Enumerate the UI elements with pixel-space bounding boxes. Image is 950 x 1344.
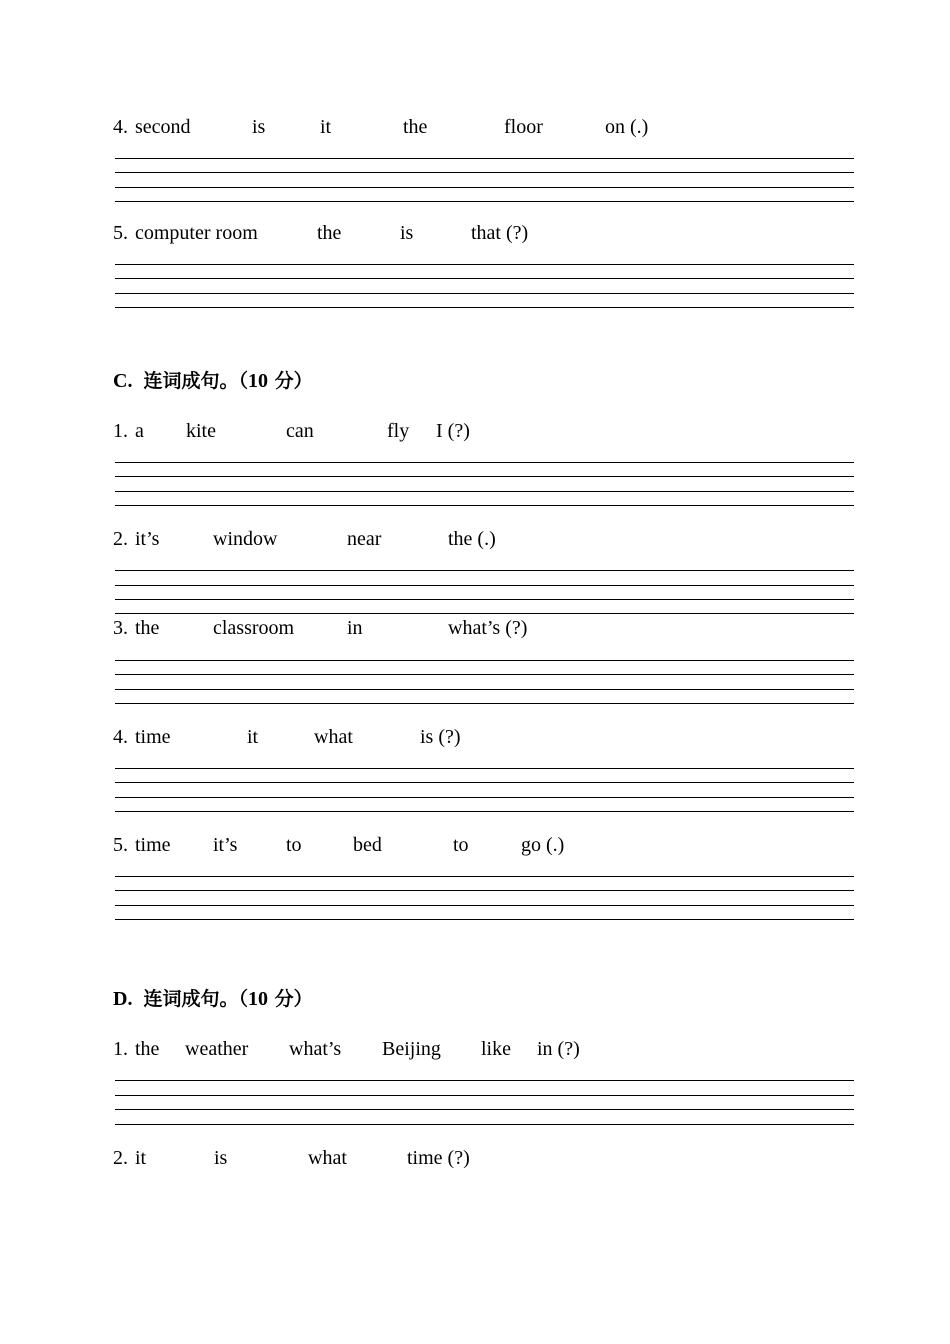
word: Beijing [382,1038,441,1060]
answer-line [115,1124,854,1125]
answer-line [115,890,854,891]
question-number: 2. [113,1147,128,1169]
word: to [453,834,469,856]
word: a [135,420,144,442]
answer-line [115,264,854,265]
answer-line [115,689,854,690]
word: that (?) [471,222,529,244]
word: the [135,617,160,639]
section-letter: C. [113,370,133,392]
answer-line [115,505,854,506]
answer-line [115,613,854,614]
answer-line [115,811,854,812]
question-number: 1. [113,420,128,442]
word: it’s [135,528,160,550]
answer-line [115,919,854,920]
word: in [347,617,363,639]
answer-line [115,462,854,463]
word: what [308,1147,347,1169]
word: near [347,528,382,550]
word: fly [387,420,410,442]
question-number: 4. [113,726,128,748]
word: on (.) [605,116,649,138]
answer-line [115,491,854,492]
score-unit: 分） [267,988,313,1010]
answer-line [115,293,854,294]
question-number: 4. [113,116,128,138]
word: the [135,1038,160,1060]
word: floor [504,116,543,138]
word: classroom [213,617,295,639]
answer-line [115,570,854,571]
word: is (?) [420,726,461,748]
answer-line [115,187,854,188]
answer-line [115,905,854,906]
word: can [286,420,314,442]
word: the [403,116,428,138]
answer-line [115,797,854,798]
word: to [286,834,302,856]
word: it [135,1147,147,1169]
word: what’s (?) [448,617,528,639]
word: time [135,834,171,856]
section-d-heading [113,986,313,1012]
answer-line [115,585,854,586]
answer-line [115,307,854,308]
question-number: 1. [113,1038,128,1060]
score-value: 10 [247,370,268,392]
word: go (.) [521,834,565,856]
word: window [213,528,278,550]
score-open: （ [238,370,248,392]
answer-line [115,1080,854,1081]
answer-line [115,660,854,661]
word: kite [186,420,216,442]
word: is [252,116,266,138]
word: time (?) [407,1147,470,1169]
score-open: （ [238,988,248,1010]
word: time [135,726,171,748]
answer-line [115,172,854,173]
answer-line [115,782,854,783]
answer-line [115,1109,854,1110]
section-c-heading [113,368,313,394]
answer-line [115,703,854,704]
question-number: 5. [113,222,128,244]
word: it [247,726,259,748]
answer-line [115,1095,854,1096]
word: weather [185,1038,249,1060]
answer-line [115,768,854,769]
section-letter: D. [113,988,133,1010]
word: computer room [135,222,258,244]
word: in (?) [537,1038,580,1060]
word: it [320,116,332,138]
score-unit: 分） [267,370,313,392]
answer-line [115,158,854,159]
question-number: 3. [113,617,128,639]
answer-line [115,599,854,600]
word: is [214,1147,228,1169]
word: what’s [289,1038,342,1060]
word: the (.) [448,528,496,550]
word: is [400,222,414,244]
word: like [481,1038,511,1060]
word: bed [353,834,382,856]
answer-line [115,278,854,279]
answer-line [115,876,854,877]
section-instruction: 连词成句。 [143,988,239,1010]
answer-line [115,476,854,477]
question-number: 5. [113,834,128,856]
answer-line [115,201,854,202]
answer-line [115,674,854,675]
word: it’s [213,834,238,856]
word: second [135,116,191,138]
score-value: 10 [247,988,268,1010]
word: what [314,726,353,748]
word: the [317,222,342,244]
question-number: 2. [113,528,128,550]
section-instruction: 连词成句。 [143,370,239,392]
word: I (?) [436,420,470,442]
